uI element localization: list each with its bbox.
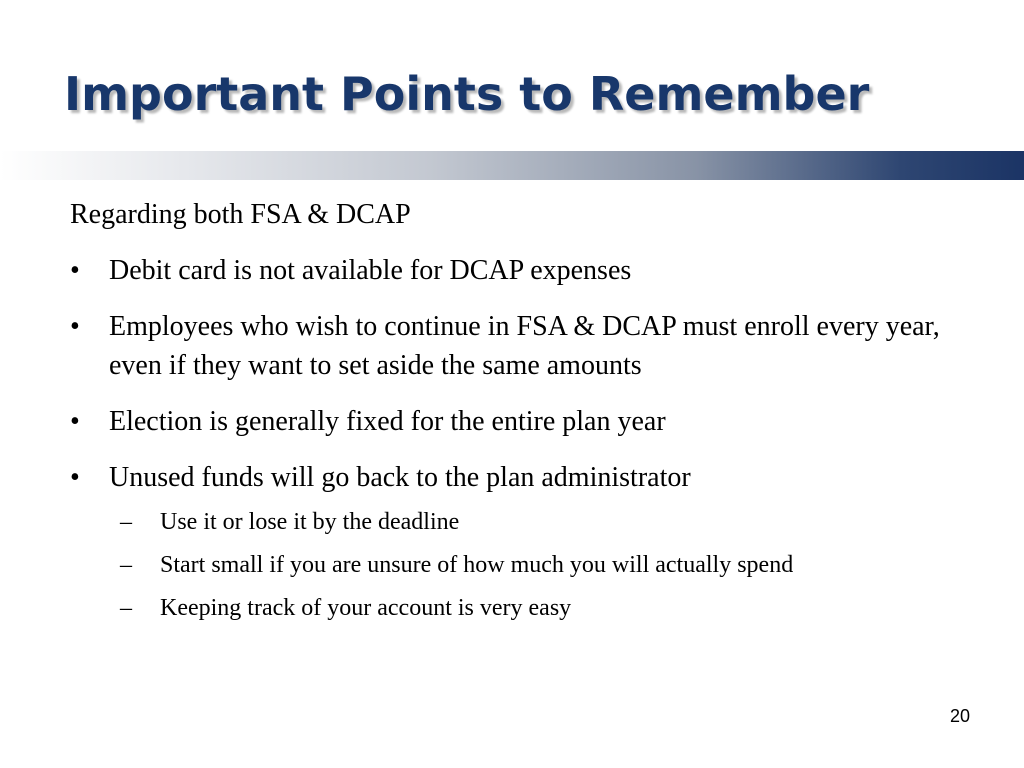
bullet-text: Employees who wish to continue in FSA & DCAP must enroll every year, even if they want to set aside the same amounts bbox=[109, 311, 940, 381]
bullet-icon: • bbox=[70, 406, 80, 437]
bullet-item bbox=[70, 307, 990, 385]
bullet-text: Debit card is not available for DCAP expenses bbox=[109, 255, 632, 286]
sub-bullet-list bbox=[70, 505, 990, 625]
slide-title: Important Points to Remember bbox=[64, 67, 870, 121]
bullet-icon: • bbox=[70, 255, 80, 286]
bullet-item bbox=[70, 251, 990, 290]
sub-bullet-text: Keeping track of your account is very easy bbox=[160, 595, 572, 621]
slide-page-number: 20 bbox=[949, 706, 970, 726]
bullet-text: Unused funds will go back to the plan administrator bbox=[109, 462, 691, 493]
bullet-icon: • bbox=[70, 311, 80, 342]
sub-bullet-item bbox=[70, 505, 990, 539]
sub-bullet-text: Use it or lose it by the deadline bbox=[160, 509, 460, 535]
bullet-item bbox=[70, 458, 990, 497]
dash-icon: – bbox=[120, 552, 132, 578]
sub-bullet-item bbox=[70, 548, 990, 582]
sub-bullet-item bbox=[70, 591, 990, 625]
bullet-text: Election is generally fixed for the entire plan year bbox=[109, 406, 666, 437]
sub-bullet-text: Start small if you are unsure of how much you will actually spend bbox=[160, 552, 794, 578]
intro-text: Regarding both FSA & DCAP bbox=[70, 199, 411, 230]
dash-icon: – bbox=[120, 595, 132, 621]
bullet-icon: • bbox=[70, 462, 80, 493]
bullet-item bbox=[70, 402, 990, 441]
title-gradient-bar bbox=[0, 151, 1024, 180]
slide-content bbox=[70, 196, 990, 634]
dash-icon: – bbox=[120, 509, 132, 535]
